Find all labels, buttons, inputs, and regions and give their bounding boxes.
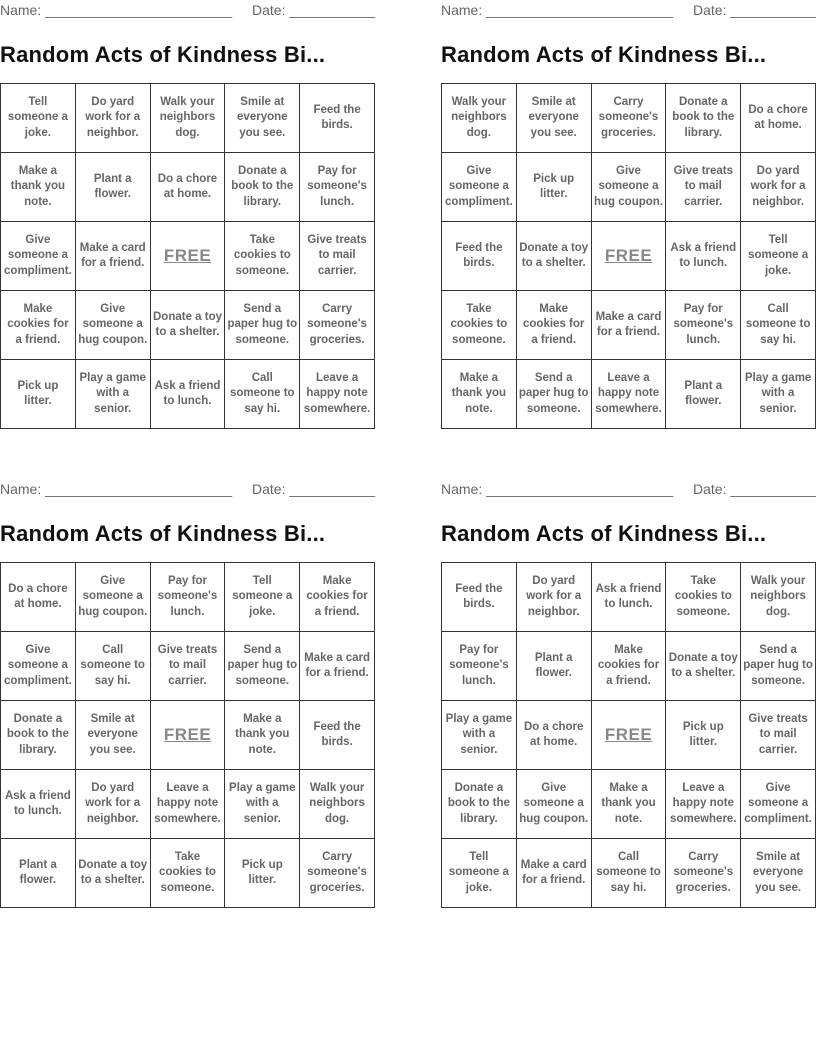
bingo-cell: Walk your neighbors dog. <box>150 84 225 153</box>
bingo-cell: Carry someone's groceries. <box>591 84 666 153</box>
bingo-cell: Feed the birds. <box>300 701 375 770</box>
bingo-row <box>1 632 375 701</box>
bingo-cell: Donate a book to the library. <box>1 701 76 770</box>
bingo-cell: Plant a flower. <box>666 360 741 429</box>
bingo-row <box>1 701 375 770</box>
bingo-cell: Pay for someone's lunch. <box>442 632 517 701</box>
bingo-cell: Do yard work for a neighbor. <box>75 770 150 839</box>
bingo-cell: Give treats to mail carrier. <box>666 153 741 222</box>
bingo-cell: Carry someone's groceries. <box>300 839 375 908</box>
card-title: Random Acts of Kindness Bi... <box>441 521 767 546</box>
bingo-cell: Carry someone's groceries. <box>300 291 375 360</box>
bingo-grid <box>441 83 816 429</box>
bingo-cell: Give someone a compliment. <box>1 632 76 701</box>
bingo-cell: Pay for someone's lunch. <box>150 563 225 632</box>
bingo-row <box>442 153 816 222</box>
date-field[interactable]: Date: ___________ <box>693 481 816 497</box>
bingo-cell: Smile at everyone you see. <box>516 84 591 153</box>
bingo-cell: Walk your neighbors dog. <box>300 770 375 839</box>
bingo-cell: Take cookies to someone. <box>666 563 741 632</box>
bingo-cell: Play a game with a senior. <box>225 770 300 839</box>
bingo-cell: Walk your neighbors dog. <box>741 563 816 632</box>
bingo-cell: Call someone to say hi. <box>75 632 150 701</box>
bingo-row <box>1 563 375 632</box>
bingo-cell: Tell someone a joke. <box>225 563 300 632</box>
date-field[interactable]: Date: ___________ <box>693 2 816 18</box>
card-title: Random Acts of Kindness Bi... <box>0 521 326 546</box>
bingo-row <box>442 770 816 839</box>
bingo-cell: Play a game with a senior. <box>442 701 517 770</box>
bingo-cell: Play a game with a senior. <box>75 360 150 429</box>
bingo-cell: Give treats to mail carrier. <box>741 701 816 770</box>
free-space: FREE <box>150 701 225 770</box>
name-field[interactable]: Name: ________________________ <box>441 2 673 18</box>
name-field[interactable]: Name: ________________________ <box>441 481 673 497</box>
bingo-row <box>1 153 375 222</box>
date-field[interactable]: Date: ___________ <box>252 2 375 18</box>
bingo-cell: Leave a happy note somewhere. <box>666 770 741 839</box>
bingo-row <box>1 291 375 360</box>
bingo-row <box>442 291 816 360</box>
card-title: Random Acts of Kindness Bi... <box>0 42 326 67</box>
bingo-cell: Do yard work for a neighbor. <box>516 563 591 632</box>
bingo-cell: Call someone to say hi. <box>741 291 816 360</box>
bingo-cell: Ask a friend to lunch. <box>666 222 741 291</box>
bingo-row <box>442 563 816 632</box>
bingo-cell: Pick up litter. <box>516 153 591 222</box>
bingo-cell: Leave a happy note somewhere. <box>150 770 225 839</box>
bingo-cell: Ask a friend to lunch. <box>1 770 76 839</box>
bingo-cell: Make cookies for a friend. <box>516 291 591 360</box>
bingo-cell: Smile at everyone you see. <box>741 839 816 908</box>
bingo-cell: Pick up litter. <box>225 839 300 908</box>
free-space: FREE <box>591 222 666 291</box>
bingo-cell: Plant a flower. <box>75 153 150 222</box>
bingo-cell: Pick up litter. <box>1 360 76 429</box>
bingo-cell: Take cookies to someone. <box>442 291 517 360</box>
bingo-cell: Make a card for a friend. <box>591 291 666 360</box>
bingo-cell: Make cookies for a friend. <box>300 563 375 632</box>
bingo-cell: Feed the birds. <box>442 222 517 291</box>
bingo-cell: Leave a happy note somewhere. <box>300 360 375 429</box>
bingo-cell: Do a chore at home. <box>1 563 76 632</box>
bingo-cell: Make a card for a friend. <box>516 839 591 908</box>
free-space: FREE <box>150 222 225 291</box>
bingo-cell: Donate a book to the library. <box>225 153 300 222</box>
bingo-cell: Donate a toy to a shelter. <box>516 222 591 291</box>
bingo-cell: Call someone to say hi. <box>591 839 666 908</box>
bingo-cell: Make a card for a friend. <box>300 632 375 701</box>
bingo-card-1 <box>0 0 375 415</box>
bingo-cell: Donate a toy to a shelter. <box>75 839 150 908</box>
bingo-cell: Make a thank you note. <box>591 770 666 839</box>
bingo-cell: Donate a toy to a shelter. <box>666 632 741 701</box>
bingo-cell: Send a paper hug to someone. <box>516 360 591 429</box>
bingo-grid <box>0 562 375 908</box>
bingo-cell: Ask a friend to lunch. <box>591 563 666 632</box>
bingo-cell: Do yard work for a neighbor. <box>741 153 816 222</box>
bingo-cell: Do a chore at home. <box>741 84 816 153</box>
bingo-cell: Ask a friend to lunch. <box>150 360 225 429</box>
bingo-cell: Tell someone a joke. <box>442 839 517 908</box>
free-space: FREE <box>591 701 666 770</box>
bingo-cell: Play a game with a senior. <box>741 360 816 429</box>
card-header <box>0 479 375 499</box>
bingo-cell: Give someone a compliment. <box>1 222 76 291</box>
bingo-row <box>1 360 375 429</box>
card-title: Random Acts of Kindness Bi... <box>441 42 767 67</box>
bingo-cell: Give someone a compliment. <box>442 153 517 222</box>
bingo-cell: Give someone a hug coupon. <box>75 291 150 360</box>
bingo-row <box>1 770 375 839</box>
bingo-row <box>442 222 816 291</box>
bingo-cell: Plant a flower. <box>1 839 76 908</box>
bingo-cell: Donate a book to the library. <box>442 770 517 839</box>
bingo-cell: Send a paper hug to someone. <box>741 632 816 701</box>
bingo-row <box>442 632 816 701</box>
name-field[interactable]: Name: ________________________ <box>0 481 232 497</box>
bingo-cell: Tell someone a joke. <box>741 222 816 291</box>
bingo-cell: Make a thank you note. <box>442 360 517 429</box>
bingo-cell: Pay for someone's lunch. <box>300 153 375 222</box>
bingo-cell: Leave a happy note somewhere. <box>591 360 666 429</box>
bingo-card-4 <box>441 479 816 894</box>
bingo-row <box>442 701 816 770</box>
bingo-cell: Pay for someone's lunch. <box>666 291 741 360</box>
bingo-cell: Feed the birds. <box>442 563 517 632</box>
bingo-cell: Send a paper hug to someone. <box>225 632 300 701</box>
name-field[interactable]: Name: ________________________ <box>0 2 232 18</box>
bingo-cell: Walk your neighbors dog. <box>442 84 517 153</box>
bingo-row <box>1 222 375 291</box>
bingo-cell: Give treats to mail carrier. <box>150 632 225 701</box>
bingo-grid <box>0 83 375 429</box>
bingo-cell: Smile at everyone you see. <box>225 84 300 153</box>
bingo-row <box>442 360 816 429</box>
bingo-cell: Take cookies to someone. <box>150 839 225 908</box>
bingo-card-3 <box>0 479 375 894</box>
bingo-card-2 <box>441 0 816 415</box>
bingo-cell: Donate a toy to a shelter. <box>150 291 225 360</box>
bingo-cell: Send a paper hug to someone. <box>225 291 300 360</box>
card-header <box>0 0 375 20</box>
bingo-grid <box>441 562 816 908</box>
card-header <box>441 479 816 499</box>
bingo-cell: Pick up litter. <box>666 701 741 770</box>
bingo-cell: Give someone a compliment. <box>741 770 816 839</box>
bingo-cell: Make a thank you note. <box>225 701 300 770</box>
bingo-row <box>1 839 375 908</box>
bingo-cell: Make a card for a friend. <box>75 222 150 291</box>
bingo-cell: Make a thank you note. <box>1 153 76 222</box>
bingo-row <box>1 84 375 153</box>
bingo-row <box>442 84 816 153</box>
bingo-cell: Give someone a hug coupon. <box>75 563 150 632</box>
bingo-cell: Tell someone a joke. <box>1 84 76 153</box>
bingo-cell: Call someone to say hi. <box>225 360 300 429</box>
bingo-cell: Donate a book to the library. <box>666 84 741 153</box>
bingo-cell: Take cookies to someone. <box>225 222 300 291</box>
date-field[interactable]: Date: ___________ <box>252 481 375 497</box>
bingo-cell: Give treats to mail carrier. <box>300 222 375 291</box>
bingo-cell: Carry someone's groceries. <box>666 839 741 908</box>
bingo-cell: Give someone a hug coupon. <box>516 770 591 839</box>
bingo-cell: Do yard work for a neighbor. <box>75 84 150 153</box>
card-header <box>441 0 816 20</box>
bingo-cell: Plant a flower. <box>516 632 591 701</box>
bingo-row <box>442 839 816 908</box>
bingo-cell: Smile at everyone you see. <box>75 701 150 770</box>
bingo-cell: Give someone a hug coupon. <box>591 153 666 222</box>
bingo-cell: Do a chore at home. <box>516 701 591 770</box>
bingo-cell: Feed the birds. <box>300 84 375 153</box>
bingo-cell: Do a chore at home. <box>150 153 225 222</box>
bingo-cell: Make cookies for a friend. <box>591 632 666 701</box>
bingo-cell: Make cookies for a friend. <box>1 291 76 360</box>
